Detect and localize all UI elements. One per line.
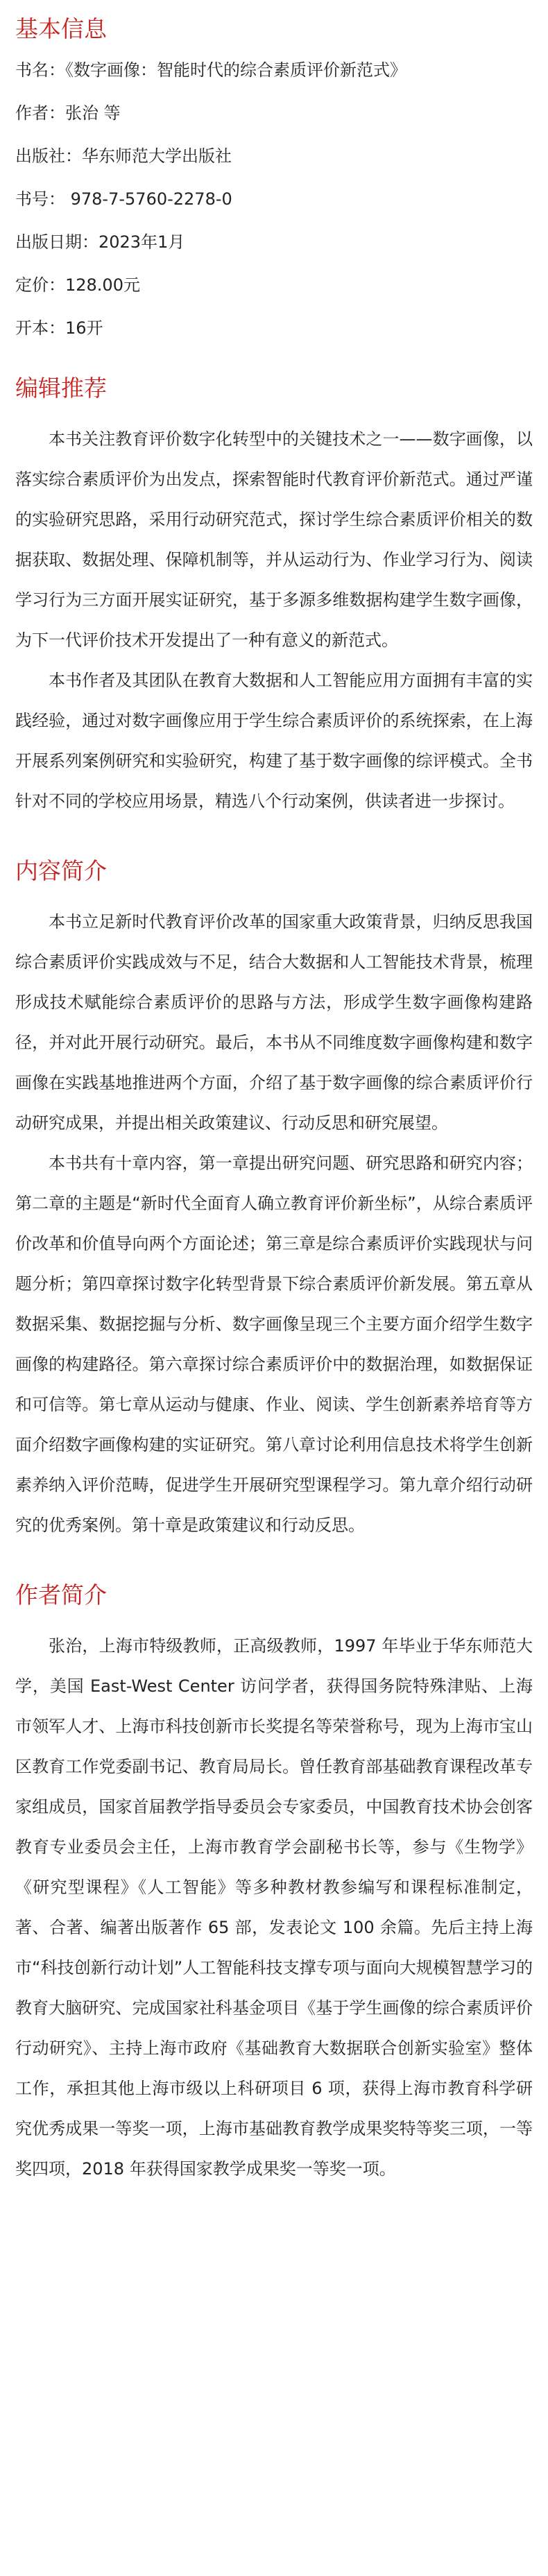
info-publisher: 出版社：华东师范大学出版社 [15, 146, 232, 166]
info-publish-date: 出版日期：2023年1月 [15, 232, 185, 252]
info-isbn: 书号： 978-7-5760-2278-0 [15, 189, 232, 209]
basic-info-section [15, 15, 533, 338]
editor-recommendation-heading: 编辑推荐 [15, 375, 107, 402]
info-format: 开本：16开 [15, 318, 103, 338]
info-author: 作者：张治 等 [15, 103, 121, 123]
editor-recommendation-section [15, 375, 533, 821]
content-summary-heading: 内容简介 [15, 857, 107, 884]
basic-info-heading: 基本信息 [15, 15, 107, 42]
editor-recommendation-paragraph: 本书关注教育评价数字化转型中的关键技术之一——数字画像，以落实综合素质评价为出发点，探索智能时代教育评价新范式。通过严谨的实验研究思路，采用行动研究范式，探讨学生综合素质评价相关的数据获取、数据处理、保障机制等，并从运动行为、作业学习行为、阅读学习行为三方面开展实证研究，基于多源多维数据构建学生数字画像，为下一代评价技术开发提出了一种有意义的新范式。 [15, 429, 533, 650]
content-summary-paragraph: 本书共有十章内容，第一章提出研究问题、研究思路和研究内容；第二章的主题是“新时代全面育人确立教育评价新坐标”，从综合素质评价改革和价值导向两个方面论述；第三章是综合素质评价实践现状与问题分析；第四章探讨数字化转型背景下综合素质评价新发展。第五章从数据采集、数据挖掘与分析、数字画像呈现三个主要方面介绍学生数字画像的构建路径。第六章探讨综合素质评价中的数据治理，如数据保证和可信等。第七章从运动与健康、作业、阅读、学生创新素养培育等方面介绍数字画像构建的实证研究。第八章讨论利用信息技术将学生创新素养纳入评价范畴，促进学生开展研究型课程学习。第九章介绍行动研究的优秀案例。第十章是政策建议和行动反思。 [15, 1153, 533, 1535]
info-price: 定价：128.00元 [15, 275, 140, 295]
editor-recommendation-paragraph: 本书作者及其团队在教育大数据和人工智能应用方面拥有丰富的实践经验，通过对数字画像应用于学生综合素质评价的系统探索，在上海开展系列案例研究和实验研究，构建了基于数字画像的综评模式。全书针对不同的学校应用场景，精选八个行动案例，供读者进一步探讨。 [15, 671, 533, 811]
content-summary-section [15, 857, 533, 1545]
author-intro-heading: 作者简介 [15, 1581, 107, 1608]
author-intro-section [15, 1581, 533, 2189]
info-book-title: 书名：《数字画像：智能时代的综合素质评价新范式》 [15, 60, 406, 80]
author-intro-paragraph: 张治，上海市特级教师，正高级教师，1997 年毕业于华东师范大学，美国 East-West Center 访问学者，获得国务院特殊津贴、上海市领军人才、上海市科技创新市长奖提名等荣誉称号，现为上海市宝山区教育工作党委副书记、教育局局长。曾任教育部基础教育课程改革专家组成员，国家首届教学指导委员会专家委员，中国教育技术协会创客教育专业委员会主任，上海市教育学会副秘书长等，参与《生物学》《研究型课程》《人工智能》等多种教材教参编写和课程标准制定，著、合著、编著出版著作 65 部，发表论文 100 余篇。先后主持上海市“科技创新行动计划”人工智能科技支撑专项与面向大规模智慧学习的教育大脑研究、完成国家社科基金项目《基于学生画像的综合素质评价行动研究》、主持上海市政府《基础教育大数据联合创新实验室》整体工作，承担其他上海市级以上科研项目 6 项，获得上海市教育科学研究优秀成果一等奖一项，上海市基础教育教学成果奖特等奖三项，一等奖四项，2018 年获得国家教学成果奖一等奖一项。 [15, 1636, 533, 2179]
content-summary-paragraph: 本书立足新时代教育评价改革的国家重大政策背景，归纳反思我国综合素质评价实践成效与不足，结合大数据和人工智能技术背景，梳理形成技术赋能综合素质评价的思路与方法，形成学生数字画像构建路径，并对此开展行动研究。最后，本书从不同维度数字画像构建和数字画像在实践基地推进两个方面，介绍了基于数字画像的综合素质评价行动研究成果，并提出相关政策建议、行动反思和研究展望。 [15, 912, 533, 1133]
